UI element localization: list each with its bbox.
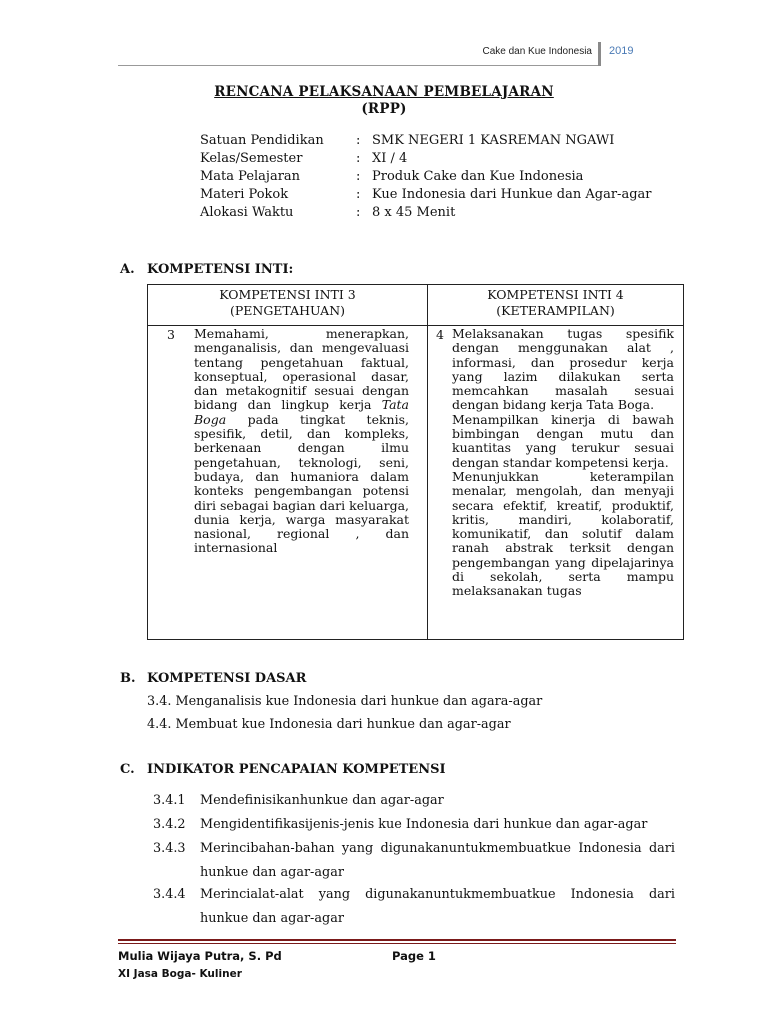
ki3-header bbox=[148, 285, 428, 326]
indicator-number: 3.4.1 bbox=[153, 793, 186, 808]
identity-value: 8 x 45 Menit bbox=[372, 205, 456, 220]
indicator-text: Mendefinisikanhunkue dan agar-agar bbox=[200, 793, 444, 808]
ki3-header-line1: KOMPETENSI INTI 3 bbox=[219, 287, 356, 302]
identity-colon: : bbox=[356, 133, 361, 148]
ki3-text-part2: pada tingkat teknis, spesifik, detil, dan kompleks, berkenaan dengan ilmu pengetahuan, teknologi, seni, budaya, dan humaniora dalam konteks pengembangan potensi diri sebagai bagian dari keluarga, dunia kerja, warga masyarakat nasional, regional , dan internasional bbox=[194, 411, 409, 556]
section-title: KOMPETENSI DASAR bbox=[147, 671, 307, 686]
ki4-paragraph: Menampilkan kinerja di bawah bimbingan dengan mutu dan kuantitas yang terukur sesuai dengan standar kompetensi kerja. bbox=[452, 411, 674, 470]
section-title: KOMPETENSI INTI: bbox=[147, 262, 294, 277]
document-title: RENCANA PELAKSANAAN PEMBELAJARAN bbox=[214, 84, 554, 100]
section-letter: C. bbox=[120, 762, 135, 777]
ki3-cell bbox=[148, 326, 428, 640]
identity-value: XI / 4 bbox=[372, 151, 408, 166]
identity-colon: : bbox=[356, 205, 361, 220]
identity-label: Alokasi Waktu bbox=[200, 205, 294, 220]
indicator-item bbox=[153, 813, 675, 837]
indicator-text: Merincialat-alat yang digunakanuntukmembuatkue Indonesia dari hunkue dan agar-agar bbox=[200, 887, 675, 926]
identity-colon: : bbox=[356, 151, 361, 166]
section-letter: B. bbox=[120, 671, 136, 686]
ki3-text bbox=[194, 327, 416, 556]
ki4-header-line1: KOMPETENSI INTI 4 bbox=[487, 287, 624, 302]
ki3-header-line2: (PENGETAHUAN) bbox=[229, 303, 346, 318]
indicator-number: 3.4.4 bbox=[153, 887, 186, 902]
kompetensi-inti-table bbox=[147, 284, 684, 640]
kompetensi-dasar-item: 3.4. Menganalisis kue Indonesia dari hunkue dan agara-agar bbox=[147, 694, 543, 709]
footer-rule-thin bbox=[118, 943, 676, 944]
identity-label: Kelas/Semester bbox=[200, 151, 303, 166]
ki4-paragraph: Menunjukkan keterampilan menalar, mengolah, dan menyaji secara efektif, kreatif, produktif, kritis, mandiri, kolaboratif, komunikatif, dan solutif dalam ranah abstrak terksit dengan pengembangan yang dipelajarinya di sekolah, serta mampu melaksanakan tugas bbox=[452, 468, 674, 599]
ki4-header bbox=[428, 285, 684, 326]
section-b-heading bbox=[120, 671, 306, 686]
indicator-text: Mengidentifikasijenis-jenis kue Indonesia dari hunkue dan agar-agar bbox=[200, 817, 648, 832]
footer-rule bbox=[118, 939, 676, 941]
ki3-number: 3 bbox=[167, 327, 175, 342]
identity-value: Produk Cake dan Kue Indonesia bbox=[372, 169, 584, 184]
header-rule bbox=[118, 65, 598, 66]
ki4-header-line2: (KETERAMPILAN) bbox=[496, 303, 615, 318]
header-divider bbox=[598, 42, 601, 66]
ki4-number: 4 bbox=[436, 327, 444, 342]
footer-page-number: Page 1 bbox=[392, 949, 436, 963]
header-year: 2019 bbox=[609, 45, 634, 57]
ki3-text-italic: Tata Boga bbox=[194, 397, 409, 427]
identity-label: Satuan Pendidikan bbox=[200, 133, 324, 148]
indicator-text: Merincibahan-bahan yang digunakanuntukmembuatkue Indonesia dari hunkue dan agar-agar bbox=[200, 841, 675, 880]
section-a-heading bbox=[120, 262, 293, 277]
document-subtitle: (RPP) bbox=[361, 101, 407, 117]
indicator-number: 3.4.3 bbox=[153, 841, 186, 856]
section-title: INDIKATOR PENCAPAIAN KOMPETENSI bbox=[147, 762, 446, 777]
indicator-item bbox=[153, 883, 675, 931]
identity-label: Materi Pokok bbox=[200, 187, 289, 202]
header-document-title: Cake dan Kue Indonesia bbox=[482, 46, 592, 57]
identity-label: Mata Pelajaran bbox=[200, 169, 301, 184]
ki4-paragraph: Melaksanakan tugas spesifik dengan menggunakan alat , informasi, dan prosedur kerja yang lazim dilakukan serta memcahkan masalah sesuai dengan bidang kerja Tata Boga. bbox=[452, 326, 674, 413]
indicator-item bbox=[153, 789, 675, 813]
identity-colon: : bbox=[356, 169, 361, 184]
section-letter: A. bbox=[120, 262, 135, 277]
kompetensi-dasar-item: 4.4. Membuat kue Indonesia dari hunkue dan agar-agar bbox=[147, 717, 511, 732]
footer-author: Mulia Wijaya Putra, S. Pd bbox=[118, 949, 282, 963]
identity-value: SMK NEGERI 1 KASREMAN NGAWI bbox=[372, 133, 615, 148]
footer-class: XI Jasa Boga- Kuliner bbox=[118, 968, 242, 980]
ki4-cell bbox=[428, 326, 684, 640]
identity-value: Kue Indonesia dari Hunkue dan Agar-agar bbox=[372, 187, 652, 202]
indicator-number: 3.4.2 bbox=[153, 817, 186, 832]
ki3-text-part1: Memahami, menerapkan, menganalisis, dan mengevaluasi tentang pengetahuan faktual, konseptual, operasional dasar, dan metakognitif sesuai dengan bidang dan lingkup kerja bbox=[194, 326, 409, 413]
section-c-heading bbox=[120, 762, 446, 777]
ki4-text bbox=[452, 327, 681, 599]
identity-colon: : bbox=[356, 187, 361, 202]
indicator-item bbox=[153, 837, 675, 885]
